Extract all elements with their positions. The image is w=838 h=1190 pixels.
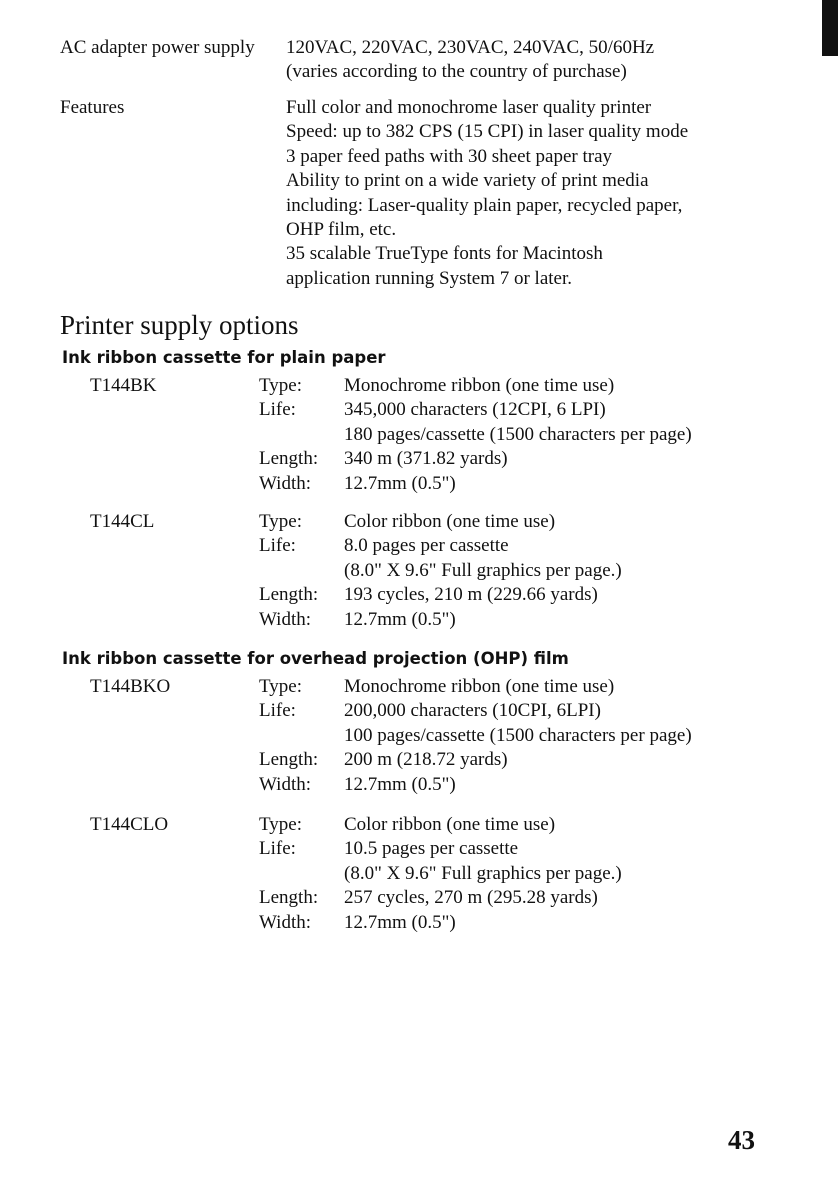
spec-line: Full color and monochrome laser quality printer: [286, 97, 652, 118]
spec-line: OHP film, etc.: [286, 219, 397, 241]
spec-key: Width:: [259, 608, 312, 630]
spec-line: including: Laser-quality plain paper, recycled paper,: [286, 194, 683, 216]
spec-key: Type:: [259, 375, 302, 396]
spec-row: [0, 748, 838, 772]
section-title: Printer supply options: [60, 310, 299, 340]
spec-row: [0, 773, 838, 797]
spec-value: 10.5 pages per cassette: [344, 838, 519, 860]
spec-key: Length:: [259, 749, 319, 771]
spec-row: [0, 374, 838, 398]
spec-row: [0, 472, 838, 496]
spec-value: 257 cycles, 270 m (295.28 yards): [344, 887, 598, 909]
spec-row: [0, 837, 838, 861]
spec-value: 100 pages/cassette (1500 characters per page): [344, 724, 692, 746]
spec-row: [0, 510, 838, 534]
spec-key: Length:: [259, 584, 319, 606]
page-edge-marker: [822, 0, 838, 56]
spec-line: Speed: up to 382 CPS (15 CPI) in laser quality mode: [286, 121, 689, 143]
spec-key: Life:: [259, 838, 296, 860]
spec-value: (8.0" X 9.6" Full graphics per page.): [344, 862, 622, 884]
spec-value: 340 m (371.82 yards): [344, 448, 508, 470]
spec-key: Life:: [259, 399, 296, 421]
spec-key: Type:: [259, 511, 302, 532]
spec-key: Life:: [259, 535, 296, 557]
spec-line: 3 paper feed paths with 30 sheet paper tray: [286, 145, 613, 167]
spec-value: 12.7mm (0.5"): [344, 472, 456, 494]
spec-key: Length:: [259, 448, 319, 470]
spec-value: (8.0" X 9.6" Full graphics per page.): [344, 559, 622, 581]
model-code: T144BK: [90, 375, 157, 396]
spec-line: 120VAC, 220VAC, 230VAC, 240VAC, 50/60Hz: [286, 37, 655, 58]
spec-value: Monochrome ribbon (one time use): [344, 676, 615, 697]
spec-row: [0, 813, 838, 837]
spec-line: application running System 7 or later.: [286, 267, 573, 289]
spec-line: (varies according to the country of purchase): [286, 61, 627, 83]
spec-row: [0, 583, 838, 607]
spec-row: [0, 675, 838, 699]
spec-value: Color ribbon (one time use): [344, 511, 556, 532]
spec-key: Type:: [259, 814, 302, 835]
spec-label-ac-adapter: AC adapter power supply: [60, 37, 255, 58]
spec-key: Life:: [259, 700, 296, 722]
spec-key: Type:: [259, 676, 302, 697]
spec-value: Monochrome ribbon (one time use): [344, 375, 615, 396]
spec-row: [0, 559, 838, 583]
spec-value: Color ribbon (one time use): [344, 814, 556, 835]
page-number: 43: [728, 1125, 755, 1155]
spec-value: 345,000 characters (12CPI, 6 LPI): [344, 399, 606, 421]
spec-key: Width:: [259, 773, 312, 795]
spec-value: 193 cycles, 210 m (229.66 yards): [344, 584, 598, 606]
spec-row: [0, 724, 838, 748]
spec-value: 200,000 characters (10CPI, 6LPI): [344, 700, 601, 722]
spec-row: [0, 699, 838, 723]
spec-value: 12.7mm (0.5"): [344, 773, 456, 795]
spec-row: [0, 398, 838, 422]
spec-row: [0, 534, 838, 558]
spec-line: 35 scalable TrueType fonts for Macintosh: [286, 243, 603, 265]
spec-value-ac-adapter: [286, 36, 654, 85]
spec-value: 180 pages/cassette (1500 characters per page): [344, 423, 692, 445]
spec-key: Length:: [259, 887, 319, 909]
spec-value: 12.7mm (0.5"): [344, 911, 456, 933]
spec-value: 200 m (218.72 yards): [344, 749, 508, 771]
spec-row: [0, 911, 838, 935]
model-code: T144BKO: [90, 676, 171, 697]
spec-row: [0, 447, 838, 471]
spec-line: Ability to print on a wide variety of print media: [286, 170, 649, 192]
model-code: T144CLO: [90, 814, 169, 835]
spec-key: Width:: [259, 472, 312, 494]
spec-row: [0, 862, 838, 886]
spec-value-features: [286, 96, 688, 291]
model-code: T144CL: [90, 511, 155, 532]
spec-key: Width:: [259, 911, 312, 933]
group-title-plain-paper: Ink ribbon cassette for plain paper: [62, 348, 386, 367]
spec-value: 8.0 pages per cassette: [344, 535, 509, 557]
spec-row: [0, 608, 838, 632]
spec-label-features: Features: [60, 97, 125, 118]
group-title-ohp-film: Ink ribbon cassette for overhead projection (OHP) film: [62, 649, 569, 668]
spec-row: [0, 886, 838, 910]
spec-value: 12.7mm (0.5"): [344, 608, 456, 630]
spec-row: [0, 423, 838, 447]
